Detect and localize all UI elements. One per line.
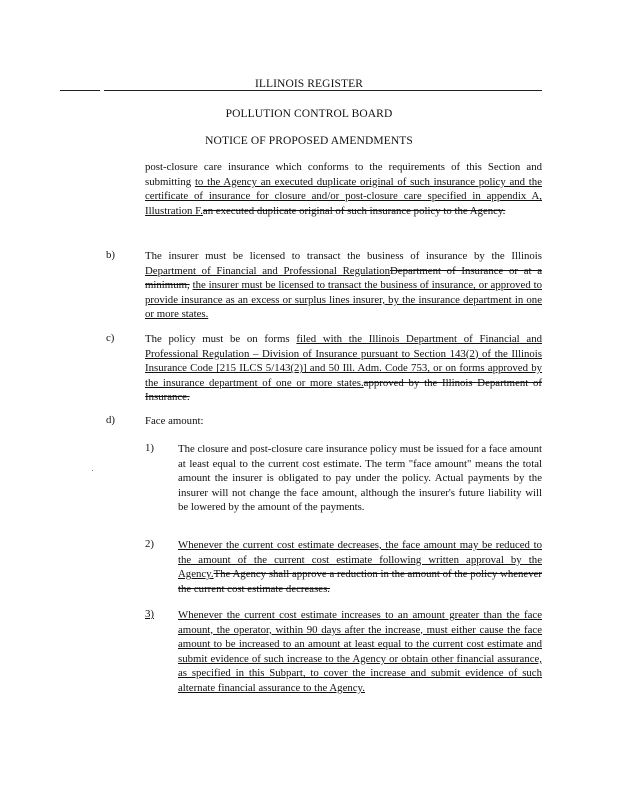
item-b-label: b) [106,249,115,261]
item-c-label: c) [106,332,115,344]
item-c-text [145,332,542,405]
inserted-text: filed with the Illinois Department of Financial and Professional Regulation – Division of Insurance pursuant to Section 143(2) of the Illinois Insurance Code [215 ILCS 5/143(2)] and 50 Ill. Adm. Code 753, or on forms approved by the insurance department of one or more states. [145,333,542,389]
deleted-text: an executed duplicate original of such insurance policy to the Agency. [202,204,506,217]
item-d-label: d) [106,414,115,426]
inserted-text: Whenever the current cost estimate decreases, the face amount may be reduced to the amount of the current cost estimate following written approval by the Agency. [178,539,542,581]
subitem-1-text [178,442,542,515]
inserted-text: Whenever the current cost estimate increases to an amount greater than the face amount, the operator, within 90 days after the increase, must either cause the face amount to be increased to an amount at least equal to the current cost estimate and submit evidence of such increase to the Agency or obtain other financial assurance, as specified in this Subpart, to cover the increase and submit evidence of such alternate financial assurance to the Agency. [178,609,542,694]
deleted-text: Department of Insurance or at a minimum, [145,264,543,292]
body-text: The policy must be on forms [145,333,297,345]
body-text: The insurer must be licensed to transact the business of insurance by the Illinois [145,250,542,262]
item-d-text [145,414,542,429]
body-text: The closure and post-closure care insurance policy must be issued for a face amount at least equal to the current cost estimate. The term "face amount" means the total amount the insurer is obligated to pay under the policy. Actual payments by the insurer will not change the face amount, although the insurer's future liability will be lowered by the amount of the payments. [178,443,542,514]
deleted-text: The Agency shall approve a reduction in the amount of the policy whenever the current cost estimate decreases. [178,568,542,595]
item-b-text [145,249,542,322]
header-rule-right [104,90,542,91]
notice-title: NOTICE OF PROPOSED AMENDMENTS [205,135,413,147]
header-rule-left [60,90,100,91]
inserted-text: Department of Financial and Professional Regulation [145,264,390,277]
register-title: ILLINOIS REGISTER [254,78,364,90]
body-text: Face amount: [145,415,204,427]
subitem-3-label: 3) [145,608,154,620]
inserted-text: the insurer must be licensed to transact the business of insurance, or approved to provide insurance as an excess or surplus lines insurer, by the insurance department in one or more states. [145,279,543,321]
subitem-2-text [178,538,542,596]
subitem-2-label: 2) [145,538,154,550]
deleted-text: approved by the Illinois Department of Insurance. [145,376,542,404]
inserted-text: to the Agency an executed duplicate original of such insurance policy and the certificate of insurance for closure and/or post-closure care specified in appendix A, Illustration F. [145,175,542,217]
subitem-1-label: 1) [145,442,154,454]
intro-paragraph [145,160,542,218]
subitem-3-text [178,608,542,696]
body-text: post-closure care insurance which conforms to the requirements of this Section and submitting [145,161,542,188]
scan-speck [92,470,93,471]
board-title: POLLUTION CONTROL BOARD [225,108,393,120]
